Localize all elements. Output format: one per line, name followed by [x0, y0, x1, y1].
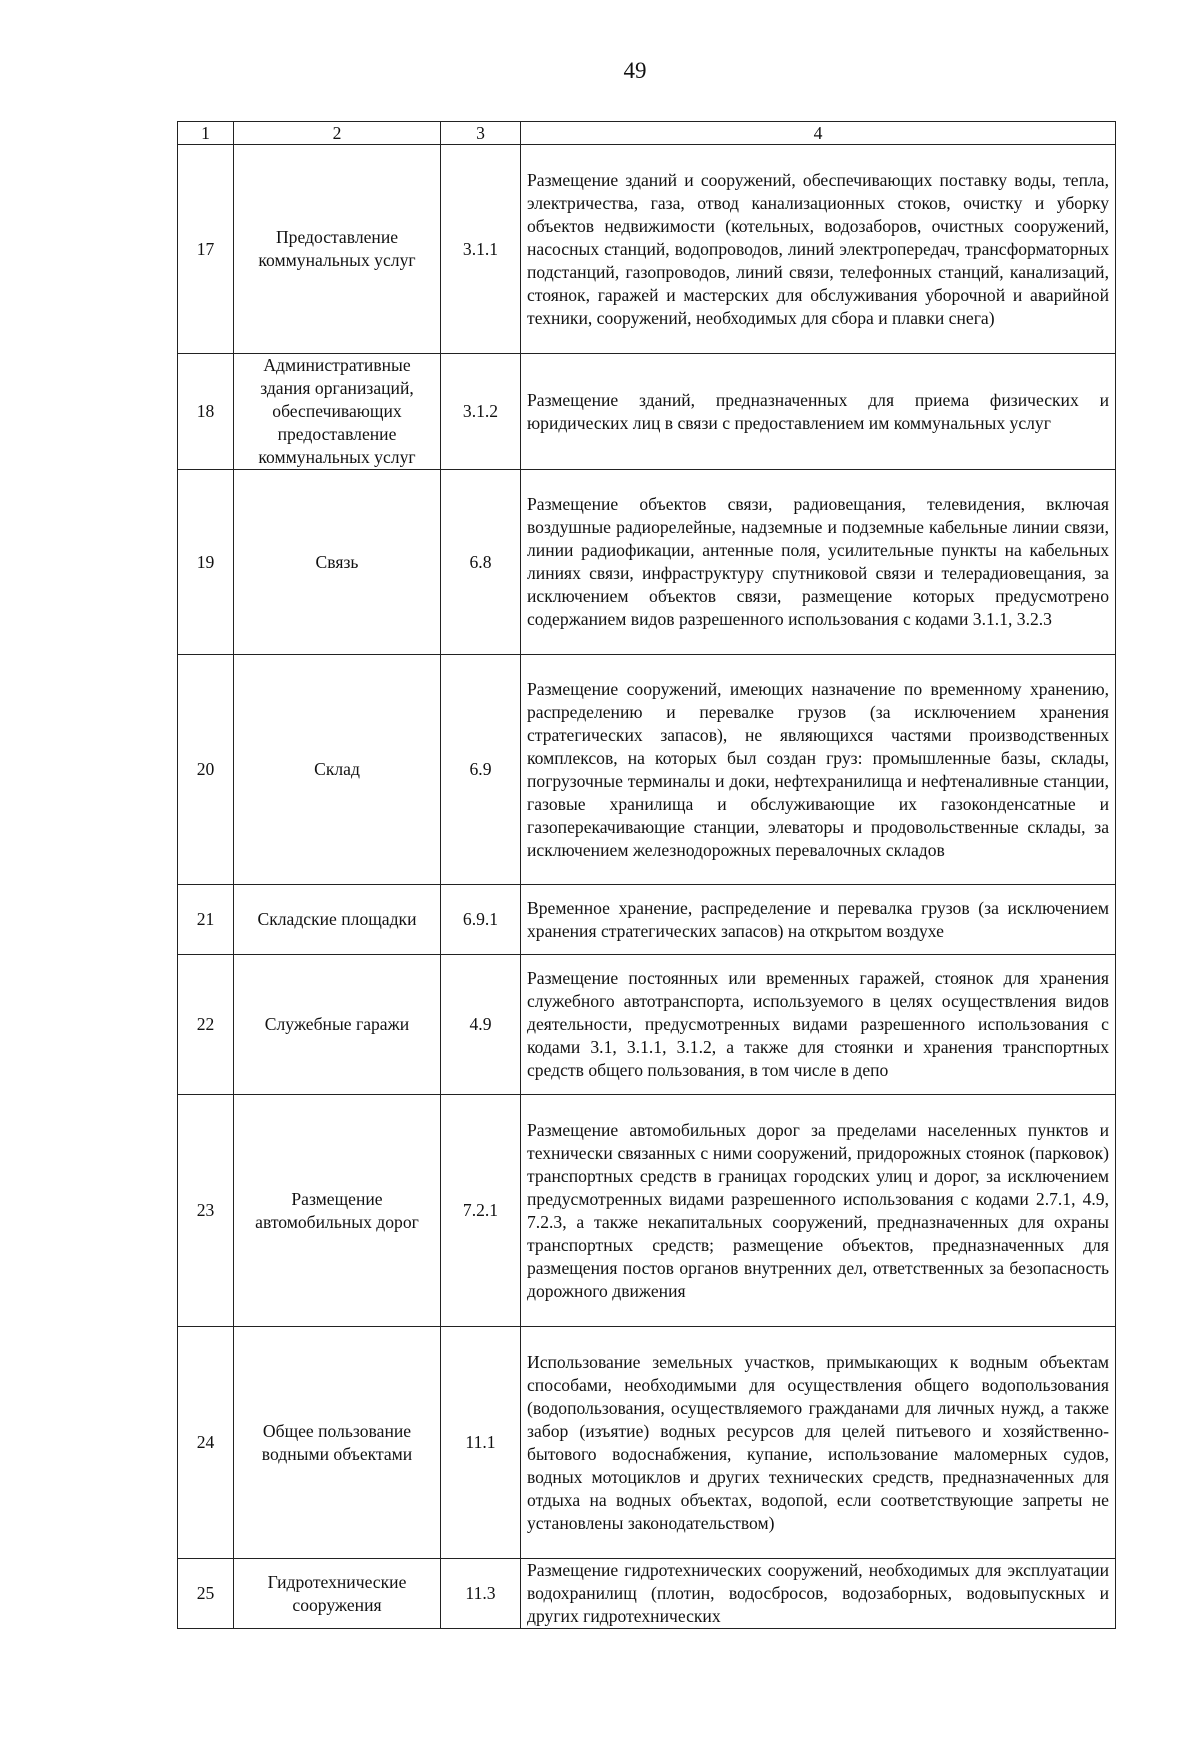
- page-number: 49: [623, 58, 647, 83]
- use-description: Размещение зданий и сооружений, обеспечивающих поставку воды, тепла, электричества, газа, отвод канализационных стоков, очистку и уборку объектов недвижимости (котельных, водозаборов, очистных сооружений, насосных станций, водопроводов, линий электропередач, трансформаторных подстанций, газопроводов, линий связи, телефонных станций, канализаций, стоянок, гаражей и мастерских для обслуживания уборочной и аварийной техники, сооружений, необходимых для сбора и плавки снега): [521, 145, 1116, 354]
- row-number: 19: [178, 470, 234, 655]
- row-number: 21: [178, 885, 234, 955]
- use-description: Размещение зданий, предназначенных для приема физических и юридических лиц в связи с предоставлением им коммунальных услуг: [521, 354, 1116, 470]
- row-number: 23: [178, 1095, 234, 1327]
- use-code: 4.9: [441, 955, 521, 1095]
- header-col-4: 4: [521, 122, 1116, 145]
- header-col-3: 3: [441, 122, 521, 145]
- use-code: 3.1.2: [441, 354, 521, 470]
- use-code: 6.9.1: [441, 885, 521, 955]
- row-number: 25: [178, 1559, 234, 1629]
- use-type-name: Складские площадки: [234, 885, 441, 955]
- use-description: Размещение гидротехнических сооружений, необходимых для эксплуатации водохранилищ (плотин, водосбросов, водозаборных, водовыпускных и других гидротехнических: [521, 1559, 1116, 1629]
- use-description: Использование земельных участков, примыкающих к водным объектам способами, необходимыми для осуществления общего водопользования (водопользования, осуществляемого гражданами для личных нужд, а также забор (изъятие) водных ресурсов для целей питьевого и хозяйственно-бытового водоснабжения, купание, использование маломерных судов, водных мотоциклов и других технических средств, предназначенных для отдыха на водных объектах, водопой, если соответствующие запреты не установлены законодательством): [521, 1327, 1116, 1559]
- row-number: 24: [178, 1327, 234, 1559]
- use-type-name: Склад: [234, 655, 441, 885]
- table-row: [178, 885, 1116, 955]
- row-number: 18: [178, 354, 234, 470]
- use-code: 6.9: [441, 655, 521, 885]
- use-type-name: Служебные гаражи: [234, 955, 441, 1095]
- header-col-2: 2: [234, 122, 441, 145]
- use-code: 7.2.1: [441, 1095, 521, 1327]
- table-row: [178, 1095, 1116, 1327]
- table-row: [178, 655, 1116, 885]
- use-type-name: Связь: [234, 470, 441, 655]
- use-description: Временное хранение, распределение и перевалка грузов (за исключением хранения стратегических запасов) на открытом воздухе: [521, 885, 1116, 955]
- use-type-name: Предоставление коммунальных услуг: [234, 145, 441, 354]
- use-type-name: Административные здания организаций, обеспечивающих предоставление коммунальных услуг: [234, 354, 441, 470]
- use-code: 3.1.1: [441, 145, 521, 354]
- use-description: Размещение автомобильных дорог за пределами населенных пунктов и технически связанных с ними сооружений, придорожных стоянок (парковок) транспортных средств в границах городских улиц и дорог, за исключением предусмотренных видами разрешенного использования с кодами 2.7.1, 4.9, 7.2.3, а также некапитальных сооружений, предназначенных для охраны транспортных средств; размещение объектов, предназначенных для размещения постов органов внутренних дел, ответственных за безопасность дорожного движения: [521, 1095, 1116, 1327]
- table-row: [178, 1559, 1116, 1629]
- use-description: Размещение постоянных или временных гаражей, стоянок для хранения служебного автотранспорта, используемого в целях осуществления видов деятельности, предусмотренных видами разрешенного использования с кодами 3.1, 3.1.1, 3.1.2, а также для стоянки и хранения транспортных средств общего пользования, в том числе в депо: [521, 955, 1116, 1095]
- use-description: Размещение объектов связи, радиовещания, телевидения, включая воздушные радиорелейные, надземные и подземные кабельные линии связи, линии радиофикации, антенные поля, усилительные пункты на кабельных линиях связи, инфраструктуру спутниковой связи и телерадиовещания, за исключением объектов связи, размещение которых предусмотрено содержанием видов разрешенного использования с кодами 3.1.1, 3.2.3: [521, 470, 1116, 655]
- table-row: [178, 955, 1116, 1095]
- table-row: [178, 354, 1116, 470]
- header-col-1: 1: [178, 122, 234, 145]
- row-number: 17: [178, 145, 234, 354]
- use-code: 11.1: [441, 1327, 521, 1559]
- table-row: [178, 1327, 1116, 1559]
- use-code: 11.3: [441, 1559, 521, 1629]
- use-code: 6.8: [441, 470, 521, 655]
- use-description: Размещение сооружений, имеющих назначение по временному хранению, распределению и перевалке грузов (за исключением хранения стратегических запасов), не являющихся частями производственных комплексов, на которых был создан груз: промышленные базы, склады, погрузочные терминалы и доки, нефтехранилища и нефтеналивные станции, газовые хранилища и обслуживающие их газоконденсатные и газоперекачивающие станции, элеваторы и продовольственные склады, за исключением железнодорожных перевалочных складов: [521, 655, 1116, 885]
- use-type-name: Размещение автомобильных дорог: [234, 1095, 441, 1327]
- table-row: [178, 145, 1116, 354]
- row-number: 22: [178, 955, 234, 1095]
- row-number: 20: [178, 655, 234, 885]
- table-header-row: [178, 122, 1116, 145]
- use-type-name: Гидротехнические сооружения: [234, 1559, 441, 1629]
- use-type-name: Общее пользование водными объектами: [234, 1327, 441, 1559]
- land-use-table: [177, 121, 1116, 1629]
- table-row: [178, 470, 1116, 655]
